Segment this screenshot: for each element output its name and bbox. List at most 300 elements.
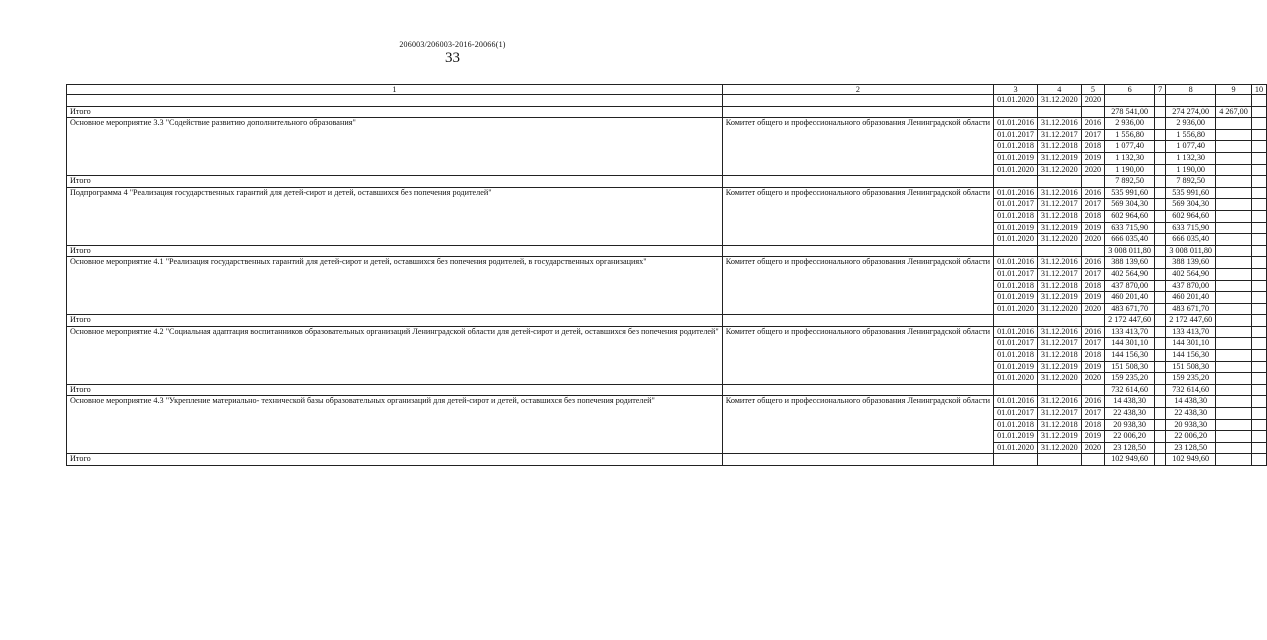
cell-empty <box>1081 176 1104 188</box>
cell-empty <box>994 245 1038 257</box>
cell-year: 2018 <box>1081 350 1104 362</box>
cell-start-date: 01.01.2016 <box>994 257 1038 269</box>
cell-empty <box>1216 210 1252 222</box>
cell-end-date: 31.12.2020 <box>1037 373 1081 385</box>
cell-total: 14 438,30 <box>1105 396 1155 408</box>
cell-empty <box>1251 95 1266 107</box>
cell-empty <box>1216 350 1252 362</box>
cell-total: 20 938,30 <box>1105 419 1155 431</box>
cell-start-date: 01.01.2020 <box>994 442 1038 454</box>
cell-col8: 2 936,00 <box>1166 118 1216 130</box>
cell-end-date: 31.12.2018 <box>1037 350 1081 362</box>
cell-total: 1 556,80 <box>1105 129 1155 141</box>
cell-total: 133 413,70 <box>1105 326 1155 338</box>
cell-empty <box>1216 187 1252 199</box>
cell-empty <box>1155 303 1166 315</box>
cell-end-date: 31.12.2018 <box>1037 280 1081 292</box>
cell-empty <box>1216 129 1252 141</box>
cell-start-date: 01.01.2018 <box>994 141 1038 153</box>
col-num-8: 8 <box>1166 85 1216 95</box>
page-number: 33 <box>445 50 460 66</box>
cell-empty <box>1251 361 1266 373</box>
total-row <box>67 384 1267 396</box>
cell-empty <box>1037 454 1081 466</box>
cell-empty <box>1251 106 1266 118</box>
cell-empty <box>1216 361 1252 373</box>
cell-col8: 569 304,30 <box>1166 199 1216 211</box>
cell-year: 2019 <box>1081 431 1104 443</box>
cell-empty <box>1251 396 1266 408</box>
col-num-10: 10 <box>1251 85 1266 95</box>
cell-year: 2018 <box>1081 280 1104 292</box>
cell-year: 2019 <box>1081 361 1104 373</box>
cell-empty <box>67 95 723 107</box>
cell-year: 2020 <box>1081 303 1104 315</box>
cell-col8: 666 035,40 <box>1166 234 1216 246</box>
cell-year: 2018 <box>1081 419 1104 431</box>
cell-col8: 1 556,80 <box>1166 129 1216 141</box>
cell-empty <box>1251 454 1266 466</box>
col-num-7: 7 <box>1155 85 1166 95</box>
cell-year: 2020 <box>1081 442 1104 454</box>
cell-start-date: 01.01.2017 <box>994 268 1038 280</box>
cell-empty <box>1251 292 1266 304</box>
cell-end-date: 31.12.2020 <box>1037 95 1081 107</box>
cell-empty <box>1105 95 1155 107</box>
cell-col8: 1 077,40 <box>1166 141 1216 153</box>
cell-year: 2016 <box>1081 187 1104 199</box>
cell-year: 2020 <box>1081 95 1104 107</box>
cell-empty <box>994 315 1038 327</box>
cell-empty <box>1251 222 1266 234</box>
cell-empty <box>1216 234 1252 246</box>
cell-start-date: 01.01.2018 <box>994 350 1038 362</box>
cell-empty <box>722 106 993 118</box>
cell-year: 2017 <box>1081 268 1104 280</box>
cell-empty <box>1155 268 1166 280</box>
cell-total: 388 139,60 <box>1105 257 1155 269</box>
cell-empty <box>1251 373 1266 385</box>
total-label: Итого <box>67 106 723 118</box>
cell-empty <box>1216 431 1252 443</box>
cell-empty <box>1155 95 1166 107</box>
cell-year: 2019 <box>1081 152 1104 164</box>
cell-empty <box>722 245 993 257</box>
cell-end-date: 31.12.2019 <box>1037 292 1081 304</box>
cell-empty <box>1216 118 1252 130</box>
cell-total: 159 235,20 <box>1105 373 1155 385</box>
cell-empty <box>1251 245 1266 257</box>
cell-empty <box>1155 118 1166 130</box>
cell-empty <box>1251 268 1266 280</box>
column-number-row <box>67 85 1267 95</box>
cell-end-date: 31.12.2018 <box>1037 210 1081 222</box>
cell-empty <box>1155 245 1166 257</box>
cell-end-date: 31.12.2016 <box>1037 396 1081 408</box>
cell-total: 2 172 447,60 <box>1105 315 1155 327</box>
col-num-2: 2 <box>722 85 993 95</box>
cell-end-date: 31.12.2017 <box>1037 408 1081 420</box>
cell-col8: 460 201,40 <box>1166 292 1216 304</box>
cell-total: 602 964,60 <box>1105 210 1155 222</box>
cell-total: 1 077,40 <box>1105 141 1155 153</box>
cell-empty <box>1251 350 1266 362</box>
cell-end-date: 31.12.2020 <box>1037 234 1081 246</box>
cell-col8: 151 508,30 <box>1166 361 1216 373</box>
cell-end-date: 31.12.2016 <box>1037 326 1081 338</box>
cell-empty <box>1216 141 1252 153</box>
cell-col8: 1 132,30 <box>1166 152 1216 164</box>
cell-total: 151 508,30 <box>1105 361 1155 373</box>
cell-end-date: 31.12.2019 <box>1037 431 1081 443</box>
table-row <box>67 326 1267 338</box>
cell-end-date: 31.12.2019 <box>1037 222 1081 234</box>
cell-col8: 14 438,30 <box>1166 396 1216 408</box>
cell-year: 2020 <box>1081 164 1104 176</box>
cell-empty <box>1251 326 1266 338</box>
cell-empty <box>1037 245 1081 257</box>
cell-empty <box>1251 280 1266 292</box>
cell-empty <box>1216 454 1252 466</box>
cell-empty <box>1251 442 1266 454</box>
cell-col8: 1 190,00 <box>1166 164 1216 176</box>
cell-empty <box>1251 129 1266 141</box>
cell-col8: 633 715,90 <box>1166 222 1216 234</box>
cell-year: 2018 <box>1081 141 1104 153</box>
cell-empty <box>1155 326 1166 338</box>
cell-empty <box>1216 373 1252 385</box>
cell-empty <box>1155 187 1166 199</box>
cell-col8: 2 172 447,60 <box>1166 315 1216 327</box>
cell-empty <box>1216 152 1252 164</box>
cell-total: 402 564,90 <box>1105 268 1155 280</box>
cell-empty <box>1155 361 1166 373</box>
cell-year: 2017 <box>1081 199 1104 211</box>
cell-year: 2016 <box>1081 396 1104 408</box>
executor-name: Комитет общего и профессионального образования Ленинградской области <box>722 326 993 384</box>
cell-empty <box>1251 118 1266 130</box>
cell-col8: 388 139,60 <box>1166 257 1216 269</box>
cell-col8: 7 892,50 <box>1166 176 1216 188</box>
total-row <box>67 106 1267 118</box>
col-num-1: 1 <box>67 85 723 95</box>
budget-table <box>66 84 1267 466</box>
cell-start-date: 01.01.2018 <box>994 210 1038 222</box>
cell-col8: 102 949,60 <box>1166 454 1216 466</box>
cell-year: 2019 <box>1081 222 1104 234</box>
cell-year: 2018 <box>1081 210 1104 222</box>
cell-col8: 22 438,30 <box>1166 408 1216 420</box>
table-body <box>67 85 1267 466</box>
cell-empty <box>994 176 1038 188</box>
cell-empty <box>1251 338 1266 350</box>
cell-empty <box>1155 164 1166 176</box>
cell-empty <box>1251 176 1266 188</box>
cell-empty <box>1251 303 1266 315</box>
cell-col8: 133 413,70 <box>1166 326 1216 338</box>
cell-total: 535 991,60 <box>1105 187 1155 199</box>
total-label: Итого <box>67 315 723 327</box>
cell-start-date: 01.01.2019 <box>994 152 1038 164</box>
cell-year: 2020 <box>1081 373 1104 385</box>
cell-empty <box>1216 268 1252 280</box>
cell-start-date: 01.01.2019 <box>994 431 1038 443</box>
cell-empty <box>1037 315 1081 327</box>
cell-empty <box>994 454 1038 466</box>
cell-col8: 732 614,60 <box>1166 384 1216 396</box>
cell-empty <box>1155 292 1166 304</box>
total-label: Итого <box>67 245 723 257</box>
cell-year: 2016 <box>1081 257 1104 269</box>
cell-total: 633 715,90 <box>1105 222 1155 234</box>
cell-start-date: 01.01.2020 <box>994 373 1038 385</box>
cell-empty <box>1216 199 1252 211</box>
cell-empty <box>1251 257 1266 269</box>
cell-col8: 159 235,20 <box>1166 373 1216 385</box>
cell-empty <box>1251 152 1266 164</box>
cell-total: 144 301,10 <box>1105 338 1155 350</box>
cell-col8: 483 671,70 <box>1166 303 1216 315</box>
total-row <box>67 454 1267 466</box>
cell-total: 3 008 011,80 <box>1105 245 1155 257</box>
cell-start-date: 01.01.2020 <box>994 164 1038 176</box>
cell-empty <box>1081 454 1104 466</box>
cell-empty <box>1166 95 1216 107</box>
cell-empty <box>1216 419 1252 431</box>
col-num-3: 3 <box>994 85 1038 95</box>
cell-empty <box>1251 210 1266 222</box>
table-row <box>67 118 1267 130</box>
cell-empty <box>1155 454 1166 466</box>
cell-empty <box>1155 373 1166 385</box>
total-label: Итого <box>67 176 723 188</box>
measure-name: Подпрограмма 4 "Реализация государственных гарантий для детей-сирот и детей, оставшихся без попечения родителей" <box>67 187 723 245</box>
cell-empty <box>1251 141 1266 153</box>
table-row <box>67 396 1267 408</box>
cell-col8: 144 301,10 <box>1166 338 1216 350</box>
cell-start-date: 01.01.2016 <box>994 396 1038 408</box>
cell-empty <box>1216 326 1252 338</box>
cell-total: 1 132,30 <box>1105 152 1155 164</box>
cell-empty <box>1037 176 1081 188</box>
cell-empty <box>1216 245 1252 257</box>
cell-empty <box>1216 384 1252 396</box>
cell-empty <box>1251 234 1266 246</box>
cell-end-date: 31.12.2017 <box>1037 129 1081 141</box>
cell-col8: 20 938,30 <box>1166 419 1216 431</box>
document-code: 206003/206003-2016-20066(1) <box>399 40 506 49</box>
cell-empty <box>722 384 993 396</box>
cell-start-date: 01.01.2020 <box>994 95 1038 107</box>
cell-end-date: 31.12.2020 <box>1037 164 1081 176</box>
cell-year: 2019 <box>1081 292 1104 304</box>
cell-start-date: 01.01.2020 <box>994 303 1038 315</box>
cell-empty <box>1251 431 1266 443</box>
cell-end-date: 31.12.2017 <box>1037 268 1081 280</box>
measure-name: Основное мероприятие 4.1 "Реализация государственных гарантий для детей-сирот и детей, оставшихся без попечения родителей, в государственных организациях" <box>67 257 723 315</box>
cell-start-date: 01.01.2017 <box>994 129 1038 141</box>
measure-name: Основное мероприятие 4.3 "Укрепление материально- технической базы образовательных организаций для детей-сирот и детей, оставшихся без попечения родителей" <box>67 396 723 454</box>
cell-year: 2017 <box>1081 338 1104 350</box>
cell-total: 23 128,50 <box>1105 442 1155 454</box>
cell-empty <box>1155 384 1166 396</box>
measure-name: Основное мероприятие 3.3 "Содействие развитию дополнительного образования" <box>67 118 723 176</box>
cell-empty <box>1081 245 1104 257</box>
cell-end-date: 31.12.2016 <box>1037 187 1081 199</box>
cell-empty <box>1155 431 1166 443</box>
cell-empty <box>994 384 1038 396</box>
cell-total: 102 949,60 <box>1105 454 1155 466</box>
cell-total: 460 201,40 <box>1105 292 1155 304</box>
cell-empty <box>1251 315 1266 327</box>
cell-empty <box>1216 95 1252 107</box>
cell-total: 278 541,00 <box>1105 106 1155 118</box>
cell-col8: 23 128,50 <box>1166 442 1216 454</box>
cell-empty <box>1216 315 1252 327</box>
cell-start-date: 01.01.2016 <box>994 187 1038 199</box>
cell-empty <box>1216 396 1252 408</box>
table-row <box>67 187 1267 199</box>
cell-empty <box>1081 384 1104 396</box>
cell-empty <box>1216 164 1252 176</box>
cell-empty <box>1216 257 1252 269</box>
table-row <box>67 95 1267 107</box>
cell-total: 2 936,00 <box>1105 118 1155 130</box>
cell-start-date: 01.01.2019 <box>994 361 1038 373</box>
cell-empty <box>722 454 993 466</box>
cell-empty <box>1216 280 1252 292</box>
cell-year: 2016 <box>1081 326 1104 338</box>
cell-empty <box>1155 129 1166 141</box>
cell-start-date: 01.01.2019 <box>994 222 1038 234</box>
total-label: Итого <box>67 454 723 466</box>
cell-start-date: 01.01.2017 <box>994 408 1038 420</box>
cell-empty <box>1216 222 1252 234</box>
cell-col8: 144 156,30 <box>1166 350 1216 362</box>
cell-total: 22 438,30 <box>1105 408 1155 420</box>
cell-empty <box>722 95 993 107</box>
cell-col8: 602 964,60 <box>1166 210 1216 222</box>
cell-year: 2020 <box>1081 234 1104 246</box>
measure-name: Основное мероприятие 4.2 "Социальная адаптация воспитанников образовательных организаций Ленинградской области для детей-сирот и детей, оставшихся без попечения родителей" <box>67 326 723 384</box>
table-row <box>67 257 1267 269</box>
cell-empty <box>1155 442 1166 454</box>
cell-empty <box>1155 338 1166 350</box>
cell-col9: 4 267,00 <box>1216 106 1252 118</box>
cell-empty <box>1251 187 1266 199</box>
cell-col8: 437 870,00 <box>1166 280 1216 292</box>
cell-total: 7 892,50 <box>1105 176 1155 188</box>
total-label: Итого <box>67 384 723 396</box>
cell-year: 2017 <box>1081 408 1104 420</box>
cell-end-date: 31.12.2016 <box>1037 118 1081 130</box>
col-num-9: 9 <box>1216 85 1252 95</box>
cell-empty <box>1081 106 1104 118</box>
cell-total: 732 614,60 <box>1105 384 1155 396</box>
cell-end-date: 31.12.2018 <box>1037 141 1081 153</box>
cell-total: 437 870,00 <box>1105 280 1155 292</box>
cell-empty <box>1216 408 1252 420</box>
cell-end-date: 31.12.2017 <box>1037 338 1081 350</box>
cell-empty <box>1251 408 1266 420</box>
cell-end-date: 31.12.2020 <box>1037 303 1081 315</box>
cell-col8: 402 564,90 <box>1166 268 1216 280</box>
cell-col8: 22 006,20 <box>1166 431 1216 443</box>
cell-end-date: 31.12.2016 <box>1037 257 1081 269</box>
cell-empty <box>994 106 1038 118</box>
cell-start-date: 01.01.2016 <box>994 326 1038 338</box>
cell-start-date: 01.01.2018 <box>994 419 1038 431</box>
cell-total: 483 671,70 <box>1105 303 1155 315</box>
cell-empty <box>1155 419 1166 431</box>
cell-empty <box>1155 280 1166 292</box>
cell-col8: 274 274,00 <box>1166 106 1216 118</box>
cell-empty <box>1251 419 1266 431</box>
cell-col8: 535 991,60 <box>1166 187 1216 199</box>
cell-end-date: 31.12.2018 <box>1037 419 1081 431</box>
cell-end-date: 31.12.2020 <box>1037 442 1081 454</box>
cell-empty <box>1251 164 1266 176</box>
cell-empty <box>1155 199 1166 211</box>
cell-empty <box>1216 303 1252 315</box>
cell-empty <box>1155 350 1166 362</box>
cell-empty <box>1216 292 1252 304</box>
cell-empty <box>1155 257 1166 269</box>
cell-empty <box>1155 106 1166 118</box>
cell-empty <box>1155 210 1166 222</box>
cell-empty <box>1216 442 1252 454</box>
cell-empty <box>1216 176 1252 188</box>
cell-total: 666 035,40 <box>1105 234 1155 246</box>
cell-empty <box>1155 152 1166 164</box>
cell-start-date: 01.01.2016 <box>994 118 1038 130</box>
cell-empty <box>1216 338 1252 350</box>
cell-start-date: 01.01.2020 <box>994 234 1038 246</box>
cell-empty <box>1037 384 1081 396</box>
cell-total: 569 304,30 <box>1105 199 1155 211</box>
executor-name: Комитет общего и профессионального образования Ленинградской области <box>722 396 993 454</box>
cell-empty <box>1081 315 1104 327</box>
col-num-5: 5 <box>1081 85 1104 95</box>
cell-start-date: 01.01.2017 <box>994 338 1038 350</box>
cell-year: 2017 <box>1081 129 1104 141</box>
cell-empty <box>1251 199 1266 211</box>
col-num-4: 4 <box>1037 85 1081 95</box>
cell-empty <box>1155 396 1166 408</box>
cell-empty <box>1155 315 1166 327</box>
cell-total: 144 156,30 <box>1105 350 1155 362</box>
cell-start-date: 01.01.2017 <box>994 199 1038 211</box>
cell-empty <box>1155 222 1166 234</box>
executor-name: Комитет общего и профессионального образования Ленинградской области <box>722 118 993 176</box>
col-num-6: 6 <box>1105 85 1155 95</box>
cell-start-date: 01.01.2018 <box>994 280 1038 292</box>
cell-year: 2016 <box>1081 118 1104 130</box>
cell-col8: 3 008 011,80 <box>1166 245 1216 257</box>
cell-empty <box>1155 141 1166 153</box>
cell-empty <box>1251 384 1266 396</box>
cell-empty <box>722 315 993 327</box>
executor-name: Комитет общего и профессионального образования Ленинградской области <box>722 257 993 315</box>
cell-end-date: 31.12.2019 <box>1037 152 1081 164</box>
total-row <box>67 176 1267 188</box>
cell-end-date: 31.12.2019 <box>1037 361 1081 373</box>
executor-name: Комитет общего и профессионального образования Ленинградской области <box>722 187 993 245</box>
cell-total: 22 006,20 <box>1105 431 1155 443</box>
cell-empty <box>1155 408 1166 420</box>
total-row <box>67 315 1267 327</box>
total-row <box>67 245 1267 257</box>
